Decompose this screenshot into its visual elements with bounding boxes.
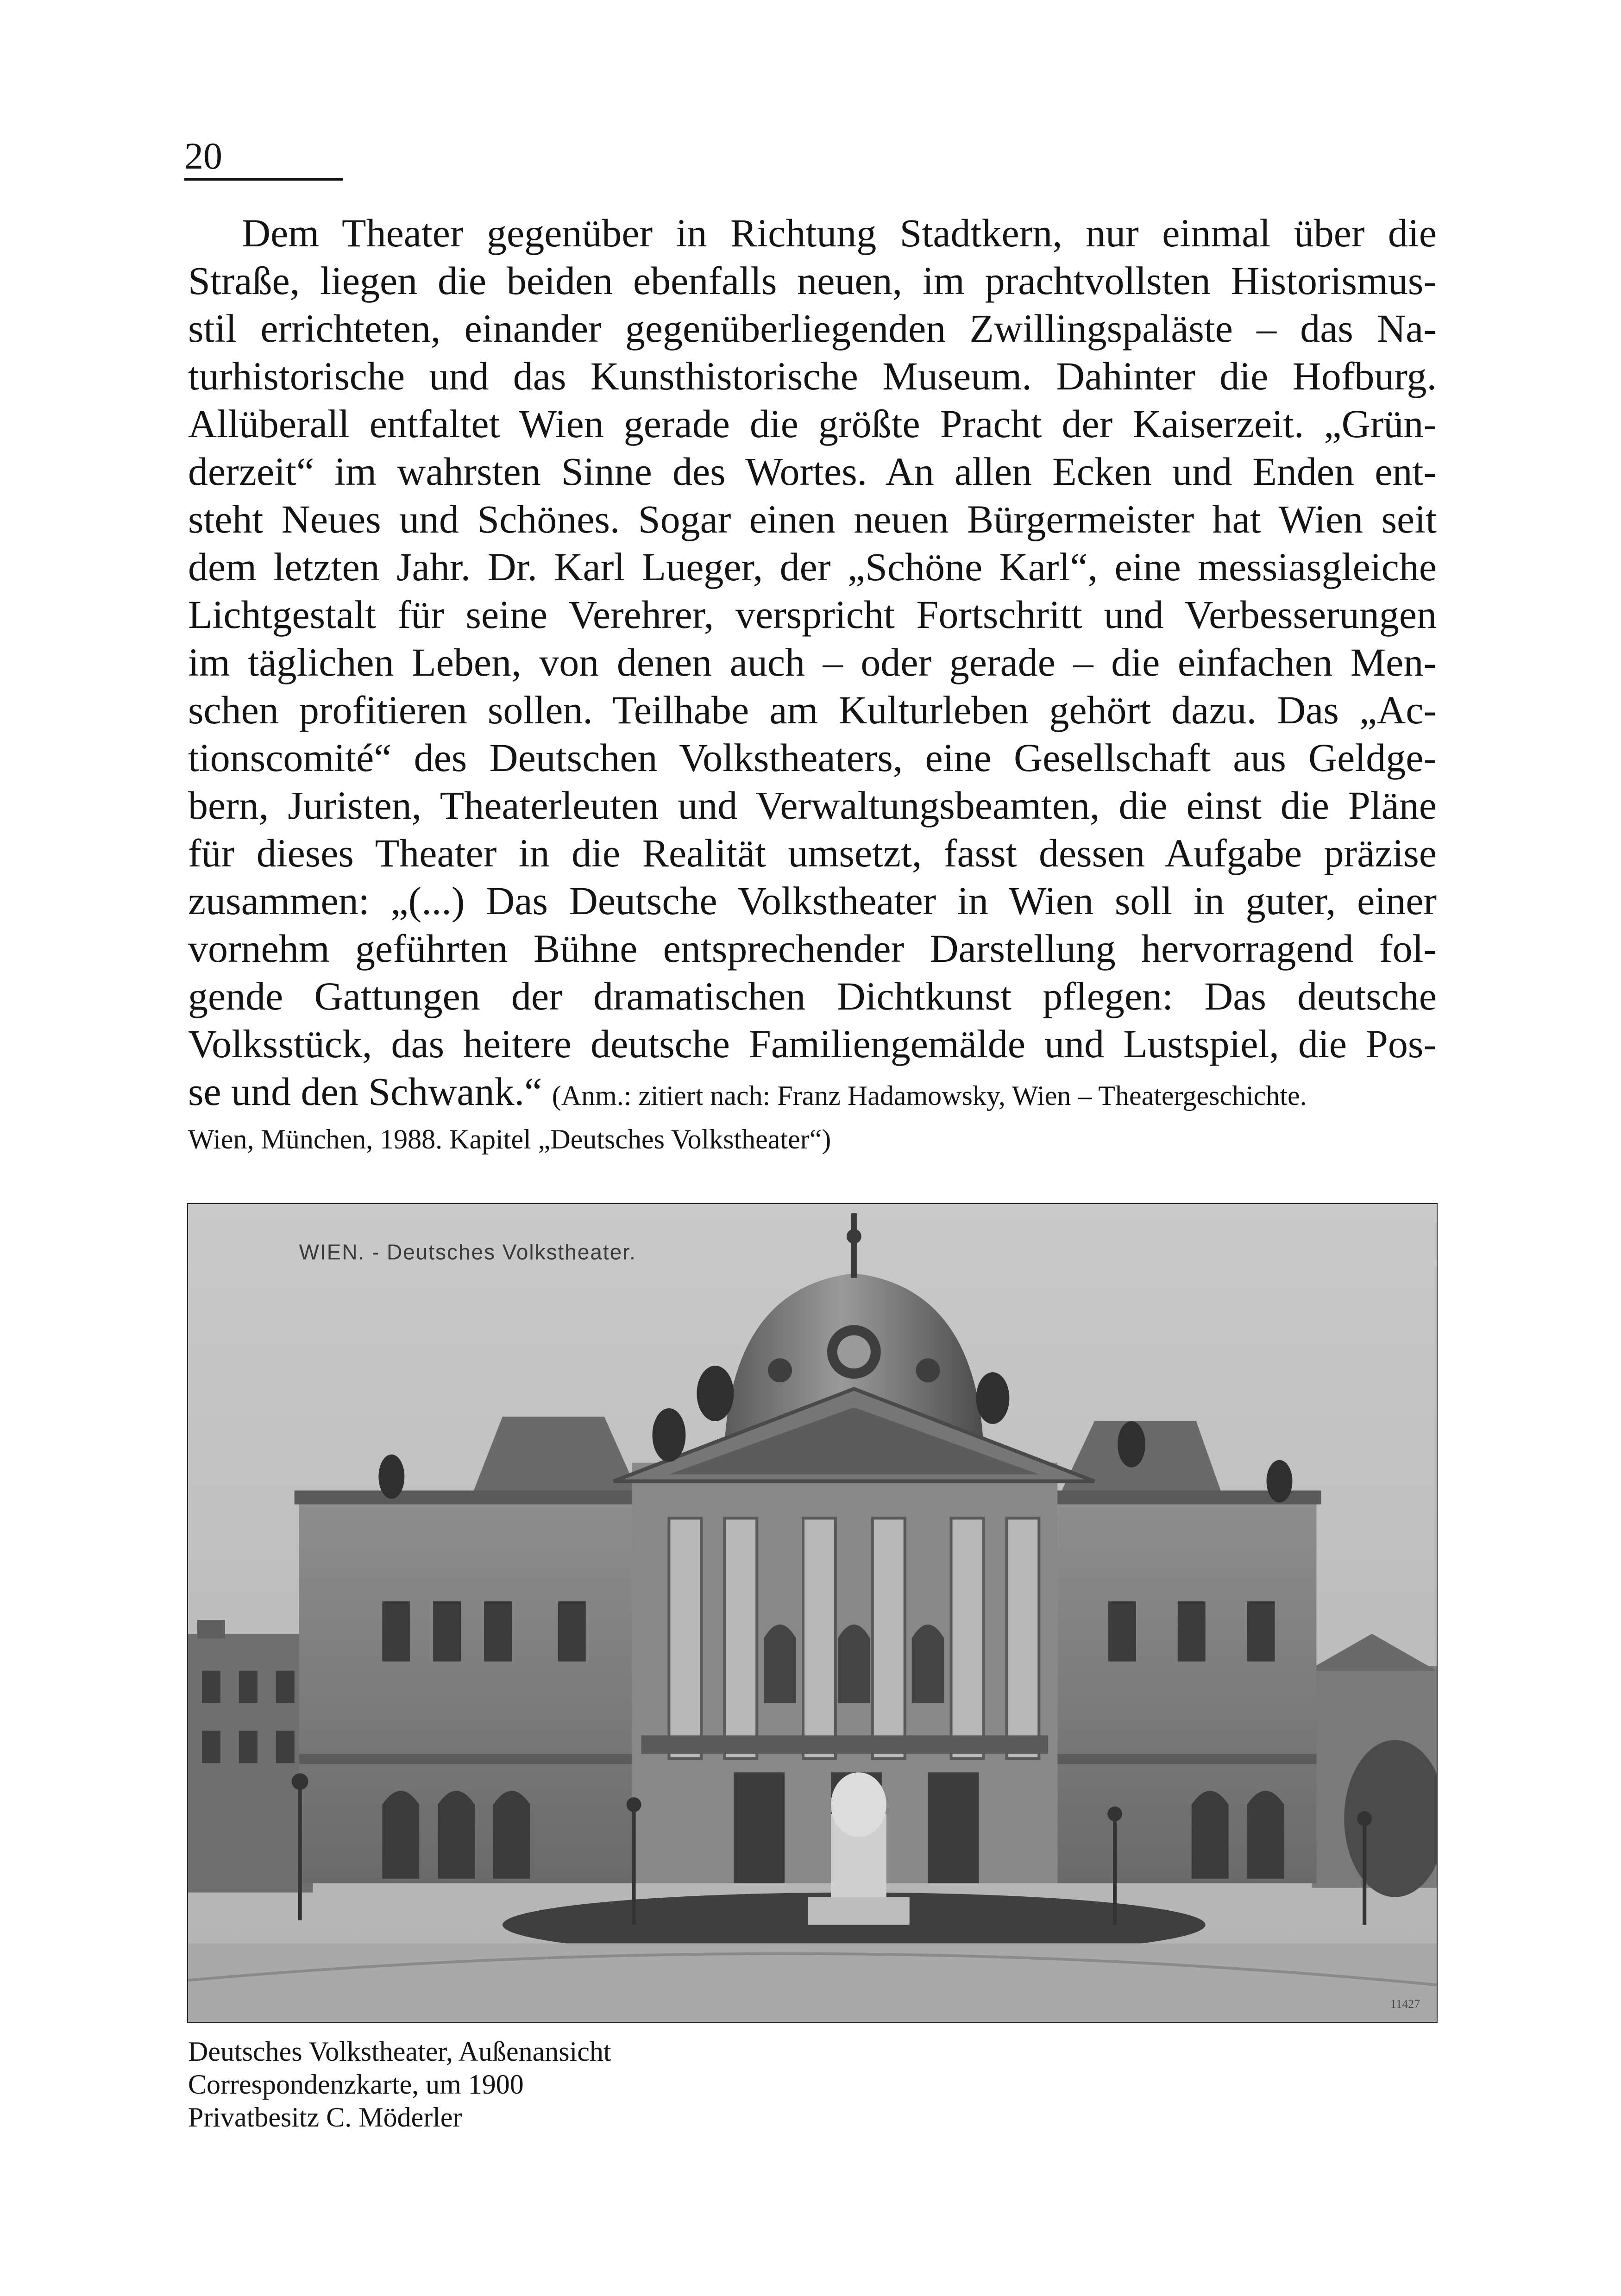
paragraph-line: vornehm geführten Bühne entsprechender Darstellung hervorragend fol- [188,926,1437,971]
postcard-corner-number: 11427 [1390,1997,1420,2011]
image-caption [188,2035,611,2134]
page-number: 20 [184,135,222,177]
paragraph-line: Volksstück, das heitere deutsche Familiengemälde und Lustspiel, die Pos- [188,1022,1437,1066]
paragraph-line: dem letzten Jahr. Dr. Karl Lueger, der „Schöne Karl“, eine messiasgleiche [188,545,1437,589]
paragraph-line: derzeit“ im wahrsten Sinne des Wortes. An allen Ecken und Enden ent- [188,449,1437,494]
quote-end: se und den Schwank.“ [188,1069,542,1114]
citation-note-continued: Wien, München, 1988. Kapitel „Deutsches Volkstheater“) [188,1124,831,1154]
theater-postcard-image [187,1203,1438,2023]
paragraph-line: zusammen: „(...) Das Deutsche Volkstheater in Wien soll in guter, einer [188,878,1437,923]
caption-line: Privatbesitz C. Möderler [188,2102,462,2133]
paragraph-line: schen profitieren sollen. Teilhabe am Kulturleben gehört dazu. Das „Ac- [188,688,1437,732]
caption-line: Correspondenzkarte, um 1900 [188,2069,524,2100]
paragraph-line: stil errichteten, einander gegenüberliegenden Zwillingspaläste – das Na- [188,306,1437,351]
paragraph-line: steht Neues und Schönes. Sogar einen neuen Bürgermeister hat Wien seit [188,497,1437,541]
paragraph-line: bern, Juristen, Theaterleuten und Verwaltungsbeamten, die einst die Pläne [188,783,1437,828]
paragraph-line: tionscomité“ des Deutschen Volkstheaters, eine Gesellschaft aus Geldge- [188,735,1437,780]
citation-note: (Anm.: zitiert nach: Franz Hadamowsky, Wien – Theatergeschichte. [552,1080,1307,1111]
postcard-illustration [188,1204,1437,2022]
body-paragraph [188,209,1437,1163]
page-number-rule [184,178,343,181]
postcard-title: WIEN. - Deutsches Volkstheater. [299,1240,636,1264]
paragraph-line: turhistorische und das Kunsthistorische Museum. Dahinter die Hofburg. [188,354,1437,398]
paragraph-line: gende Gattungen der dramatischen Dichtkunst pflegen: Das deutsche [188,974,1437,1018]
paragraph-line: Lichtgestalt für seine Verehrer, verspricht Fortschritt und Verbesserungen [188,592,1437,637]
paragraph-line: Allüberall entfaltet Wien gerade die größte Pracht der Kaiserzeit. „Grün- [188,401,1437,446]
paragraph-last-line [188,1068,1437,1116]
paragraph-line: Straße, liegen die beiden ebenfalls neuen, im prachtvollsten Historismus- [188,258,1437,303]
paragraph-line: Dem Theater gegenüber in Richtung Stadtkern, nur einmal über die [242,211,1437,255]
paragraph-line: für dieses Theater in die Realität umsetzt, fasst dessen Aufgabe präzise [188,831,1437,875]
paragraph-line: im täglichen Leben, von denen auch – oder gerade – die einfachen Men- [188,640,1437,684]
caption-line: Deutsches Volkstheater, Außenansicht [188,2036,611,2067]
